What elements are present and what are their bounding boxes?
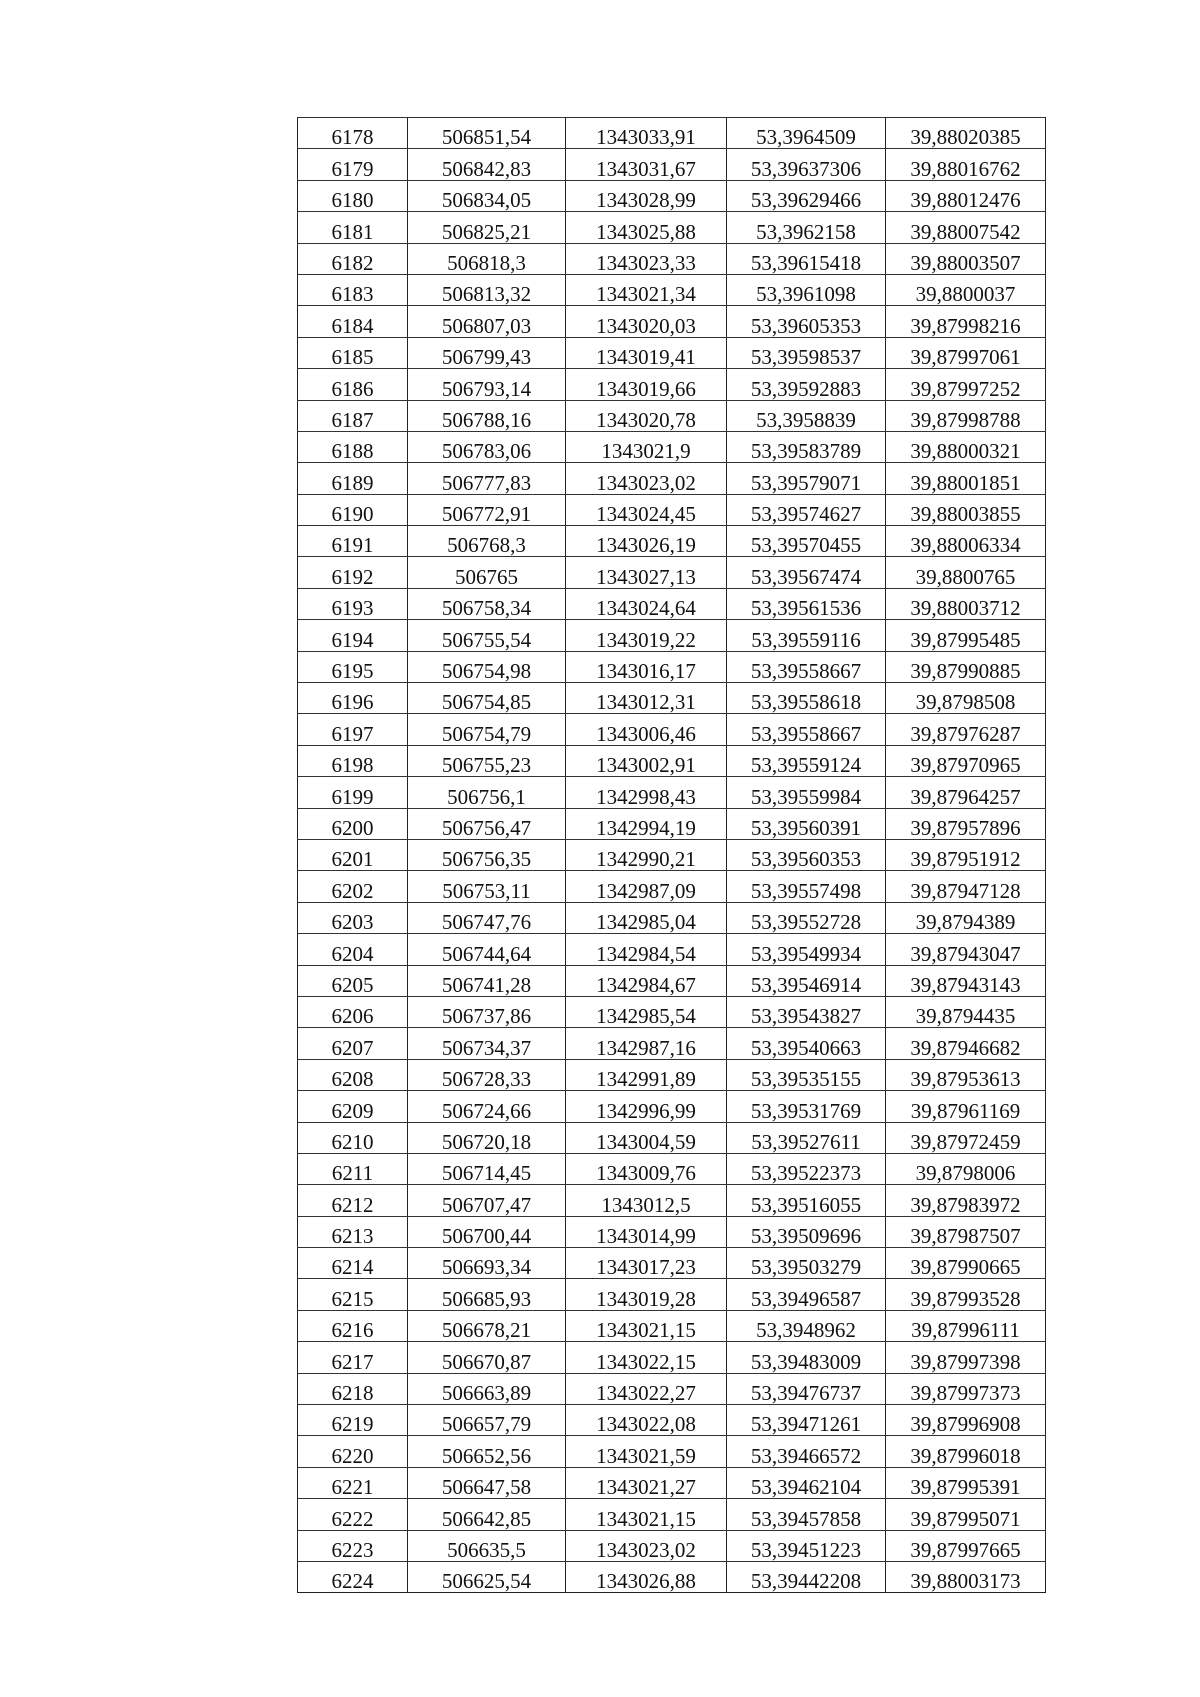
table-row bbox=[298, 934, 1046, 965]
y-coordinate-cell: 1343020,03 bbox=[566, 306, 727, 337]
y-coordinate-cell: 1343033,91 bbox=[566, 118, 727, 149]
table-row bbox=[298, 1467, 1046, 1498]
y-coordinate-cell: 1343022,15 bbox=[566, 1342, 727, 1373]
x-coordinate-cell: 506765 bbox=[408, 557, 566, 588]
y-coordinate-cell: 1343014,99 bbox=[566, 1216, 727, 1247]
longitude-cell: 39,87998216 bbox=[886, 306, 1046, 337]
point-number-cell: 6198 bbox=[298, 745, 408, 776]
longitude-cell: 39,87995391 bbox=[886, 1467, 1046, 1498]
point-number-cell: 6178 bbox=[298, 118, 408, 149]
y-coordinate-cell: 1342985,54 bbox=[566, 996, 727, 1027]
point-number-cell: 6208 bbox=[298, 1059, 408, 1090]
latitude-cell: 53,39629466 bbox=[727, 180, 886, 211]
longitude-cell: 39,87970965 bbox=[886, 745, 1046, 776]
table-row bbox=[298, 1028, 1046, 1059]
table-row bbox=[298, 1279, 1046, 1310]
latitude-cell: 53,39570455 bbox=[727, 526, 886, 557]
x-coordinate-cell: 506799,43 bbox=[408, 337, 566, 368]
x-coordinate-cell: 506724,66 bbox=[408, 1091, 566, 1122]
x-coordinate-cell: 506652,56 bbox=[408, 1436, 566, 1467]
x-coordinate-cell: 506754,98 bbox=[408, 651, 566, 682]
table-row bbox=[298, 777, 1046, 808]
latitude-cell: 53,39442208 bbox=[727, 1561, 886, 1592]
x-coordinate-cell: 506734,37 bbox=[408, 1028, 566, 1059]
y-coordinate-cell: 1342984,67 bbox=[566, 965, 727, 996]
latitude-cell: 53,39531769 bbox=[727, 1091, 886, 1122]
longitude-cell: 39,87995071 bbox=[886, 1499, 1046, 1530]
table-row bbox=[298, 651, 1046, 682]
y-coordinate-cell: 1343009,76 bbox=[566, 1153, 727, 1184]
longitude-cell: 39,8794435 bbox=[886, 996, 1046, 1027]
x-coordinate-cell: 506758,34 bbox=[408, 588, 566, 619]
x-coordinate-cell: 506793,14 bbox=[408, 369, 566, 400]
longitude-cell: 39,87997665 bbox=[886, 1530, 1046, 1561]
x-coordinate-cell: 506756,1 bbox=[408, 777, 566, 808]
point-number-cell: 6181 bbox=[298, 212, 408, 243]
point-number-cell: 6196 bbox=[298, 683, 408, 714]
longitude-cell: 39,88003712 bbox=[886, 588, 1046, 619]
y-coordinate-cell: 1342987,09 bbox=[566, 871, 727, 902]
point-number-cell: 6209 bbox=[298, 1091, 408, 1122]
latitude-cell: 53,39476737 bbox=[727, 1373, 886, 1404]
y-coordinate-cell: 1343027,13 bbox=[566, 557, 727, 588]
y-coordinate-cell: 1342998,43 bbox=[566, 777, 727, 808]
table-row bbox=[298, 463, 1046, 494]
x-coordinate-cell: 506842,83 bbox=[408, 149, 566, 180]
table-row bbox=[298, 1248, 1046, 1279]
latitude-cell: 53,39558667 bbox=[727, 714, 886, 745]
table-row bbox=[298, 871, 1046, 902]
x-coordinate-cell: 506756,47 bbox=[408, 808, 566, 839]
point-number-cell: 6200 bbox=[298, 808, 408, 839]
x-coordinate-cell: 506788,16 bbox=[408, 400, 566, 431]
x-coordinate-cell: 506756,35 bbox=[408, 839, 566, 870]
y-coordinate-cell: 1343031,67 bbox=[566, 149, 727, 180]
latitude-cell: 53,39561536 bbox=[727, 588, 886, 619]
point-number-cell: 6223 bbox=[298, 1530, 408, 1561]
longitude-cell: 39,88001851 bbox=[886, 463, 1046, 494]
latitude-cell: 53,39605353 bbox=[727, 306, 886, 337]
table-row bbox=[298, 1405, 1046, 1436]
longitude-cell: 39,87997252 bbox=[886, 369, 1046, 400]
x-coordinate-cell: 506693,34 bbox=[408, 1248, 566, 1279]
y-coordinate-cell: 1343026,19 bbox=[566, 526, 727, 557]
coordinates-table bbox=[297, 117, 1046, 1593]
table-row bbox=[298, 1373, 1046, 1404]
point-number-cell: 6187 bbox=[298, 400, 408, 431]
point-number-cell: 6213 bbox=[298, 1216, 408, 1247]
latitude-cell: 53,39509696 bbox=[727, 1216, 886, 1247]
y-coordinate-cell: 1342991,89 bbox=[566, 1059, 727, 1090]
latitude-cell: 53,39559984 bbox=[727, 777, 886, 808]
longitude-cell: 39,87997398 bbox=[886, 1342, 1046, 1373]
table-row bbox=[298, 745, 1046, 776]
latitude-cell: 53,39637306 bbox=[727, 149, 886, 180]
x-coordinate-cell: 506753,11 bbox=[408, 871, 566, 902]
y-coordinate-cell: 1343017,23 bbox=[566, 1248, 727, 1279]
latitude-cell: 53,39557498 bbox=[727, 871, 886, 902]
table-row bbox=[298, 714, 1046, 745]
point-number-cell: 6185 bbox=[298, 337, 408, 368]
x-coordinate-cell: 506777,83 bbox=[408, 463, 566, 494]
latitude-cell: 53,39527611 bbox=[727, 1122, 886, 1153]
y-coordinate-cell: 1343023,33 bbox=[566, 243, 727, 274]
longitude-cell: 39,87943143 bbox=[886, 965, 1046, 996]
x-coordinate-cell: 506707,47 bbox=[408, 1185, 566, 1216]
longitude-cell: 39,88016762 bbox=[886, 149, 1046, 180]
longitude-cell: 39,8798006 bbox=[886, 1153, 1046, 1184]
table-row bbox=[298, 180, 1046, 211]
table-row bbox=[298, 557, 1046, 588]
table-row bbox=[298, 1185, 1046, 1216]
y-coordinate-cell: 1343024,64 bbox=[566, 588, 727, 619]
point-number-cell: 6197 bbox=[298, 714, 408, 745]
table-row bbox=[298, 1561, 1046, 1592]
longitude-cell: 39,87990885 bbox=[886, 651, 1046, 682]
y-coordinate-cell: 1343019,66 bbox=[566, 369, 727, 400]
table-row bbox=[298, 526, 1046, 557]
x-coordinate-cell: 506768,3 bbox=[408, 526, 566, 557]
point-number-cell: 6212 bbox=[298, 1185, 408, 1216]
point-number-cell: 6191 bbox=[298, 526, 408, 557]
longitude-cell: 39,87997373 bbox=[886, 1373, 1046, 1404]
longitude-cell: 39,87953613 bbox=[886, 1059, 1046, 1090]
y-coordinate-cell: 1343028,99 bbox=[566, 180, 727, 211]
x-coordinate-cell: 506728,33 bbox=[408, 1059, 566, 1090]
latitude-cell: 53,39559116 bbox=[727, 620, 886, 651]
table-row bbox=[298, 965, 1046, 996]
x-coordinate-cell: 506744,64 bbox=[408, 934, 566, 965]
longitude-cell: 39,87996111 bbox=[886, 1310, 1046, 1341]
table-row bbox=[298, 839, 1046, 870]
latitude-cell: 53,39560391 bbox=[727, 808, 886, 839]
table-row bbox=[298, 996, 1046, 1027]
y-coordinate-cell: 1342996,99 bbox=[566, 1091, 727, 1122]
longitude-cell: 39,87983972 bbox=[886, 1185, 1046, 1216]
point-number-cell: 6193 bbox=[298, 588, 408, 619]
y-coordinate-cell: 1343019,28 bbox=[566, 1279, 727, 1310]
latitude-cell: 53,39560353 bbox=[727, 839, 886, 870]
point-number-cell: 6202 bbox=[298, 871, 408, 902]
point-number-cell: 6219 bbox=[298, 1405, 408, 1436]
x-coordinate-cell: 506818,3 bbox=[408, 243, 566, 274]
point-number-cell: 6190 bbox=[298, 494, 408, 525]
table-row bbox=[298, 1059, 1046, 1090]
table-row bbox=[298, 400, 1046, 431]
table-row bbox=[298, 306, 1046, 337]
x-coordinate-cell: 506807,03 bbox=[408, 306, 566, 337]
point-number-cell: 6207 bbox=[298, 1028, 408, 1059]
longitude-cell: 39,88003855 bbox=[886, 494, 1046, 525]
latitude-cell: 53,39558618 bbox=[727, 683, 886, 714]
y-coordinate-cell: 1343016,17 bbox=[566, 651, 727, 682]
y-coordinate-cell: 1343004,59 bbox=[566, 1122, 727, 1153]
longitude-cell: 39,88003173 bbox=[886, 1561, 1046, 1592]
x-coordinate-cell: 506642,85 bbox=[408, 1499, 566, 1530]
y-coordinate-cell: 1343020,78 bbox=[566, 400, 727, 431]
longitude-cell: 39,8798508 bbox=[886, 683, 1046, 714]
latitude-cell: 53,39496587 bbox=[727, 1279, 886, 1310]
point-number-cell: 6199 bbox=[298, 777, 408, 808]
latitude-cell: 53,39462104 bbox=[727, 1467, 886, 1498]
point-number-cell: 6206 bbox=[298, 996, 408, 1027]
point-number-cell: 6179 bbox=[298, 149, 408, 180]
point-number-cell: 6189 bbox=[298, 463, 408, 494]
longitude-cell: 39,87990665 bbox=[886, 1248, 1046, 1279]
table-row bbox=[298, 1436, 1046, 1467]
x-coordinate-cell: 506754,79 bbox=[408, 714, 566, 745]
latitude-cell: 53,39574627 bbox=[727, 494, 886, 525]
longitude-cell: 39,87987507 bbox=[886, 1216, 1046, 1247]
point-number-cell: 6183 bbox=[298, 274, 408, 305]
longitude-cell: 39,87946682 bbox=[886, 1028, 1046, 1059]
point-number-cell: 6184 bbox=[298, 306, 408, 337]
latitude-cell: 53,39552728 bbox=[727, 902, 886, 933]
x-coordinate-cell: 506755,23 bbox=[408, 745, 566, 776]
longitude-cell: 39,87976287 bbox=[886, 714, 1046, 745]
table-row bbox=[298, 1153, 1046, 1184]
y-coordinate-cell: 1343023,02 bbox=[566, 1530, 727, 1561]
point-number-cell: 6221 bbox=[298, 1467, 408, 1498]
table-row bbox=[298, 212, 1046, 243]
latitude-cell: 53,39579071 bbox=[727, 463, 886, 494]
x-coordinate-cell: 506714,45 bbox=[408, 1153, 566, 1184]
longitude-cell: 39,8794389 bbox=[886, 902, 1046, 933]
x-coordinate-cell: 506737,86 bbox=[408, 996, 566, 1027]
latitude-cell: 53,3948962 bbox=[727, 1310, 886, 1341]
y-coordinate-cell: 1343012,5 bbox=[566, 1185, 727, 1216]
latitude-cell: 53,39546914 bbox=[727, 965, 886, 996]
point-number-cell: 6222 bbox=[298, 1499, 408, 1530]
point-number-cell: 6205 bbox=[298, 965, 408, 996]
table-row bbox=[298, 1499, 1046, 1530]
longitude-cell: 39,87957896 bbox=[886, 808, 1046, 839]
y-coordinate-cell: 1343025,88 bbox=[566, 212, 727, 243]
point-number-cell: 6186 bbox=[298, 369, 408, 400]
x-coordinate-cell: 506657,79 bbox=[408, 1405, 566, 1436]
y-coordinate-cell: 1342987,16 bbox=[566, 1028, 727, 1059]
y-coordinate-cell: 1343026,88 bbox=[566, 1561, 727, 1592]
longitude-cell: 39,88007542 bbox=[886, 212, 1046, 243]
latitude-cell: 53,39592883 bbox=[727, 369, 886, 400]
latitude-cell: 53,39522373 bbox=[727, 1153, 886, 1184]
table-row bbox=[298, 1122, 1046, 1153]
point-number-cell: 6194 bbox=[298, 620, 408, 651]
point-number-cell: 6201 bbox=[298, 839, 408, 870]
latitude-cell: 53,39558667 bbox=[727, 651, 886, 682]
latitude-cell: 53,3958839 bbox=[727, 400, 886, 431]
longitude-cell: 39,87972459 bbox=[886, 1122, 1046, 1153]
x-coordinate-cell: 506678,21 bbox=[408, 1310, 566, 1341]
longitude-cell: 39,88003507 bbox=[886, 243, 1046, 274]
y-coordinate-cell: 1343002,91 bbox=[566, 745, 727, 776]
table-row bbox=[298, 243, 1046, 274]
table-row bbox=[298, 1216, 1046, 1247]
latitude-cell: 53,39598537 bbox=[727, 337, 886, 368]
latitude-cell: 53,39451223 bbox=[727, 1530, 886, 1561]
y-coordinate-cell: 1343021,15 bbox=[566, 1310, 727, 1341]
point-number-cell: 6192 bbox=[298, 557, 408, 588]
x-coordinate-cell: 506754,85 bbox=[408, 683, 566, 714]
table-row bbox=[298, 494, 1046, 525]
latitude-cell: 53,39471261 bbox=[727, 1405, 886, 1436]
latitude-cell: 53,39535155 bbox=[727, 1059, 886, 1090]
y-coordinate-cell: 1343022,27 bbox=[566, 1373, 727, 1404]
point-number-cell: 6218 bbox=[298, 1373, 408, 1404]
longitude-cell: 39,8800037 bbox=[886, 274, 1046, 305]
longitude-cell: 39,87996018 bbox=[886, 1436, 1046, 1467]
y-coordinate-cell: 1343021,34 bbox=[566, 274, 727, 305]
y-coordinate-cell: 1343021,9 bbox=[566, 431, 727, 462]
x-coordinate-cell: 506747,76 bbox=[408, 902, 566, 933]
x-coordinate-cell: 506772,91 bbox=[408, 494, 566, 525]
y-coordinate-cell: 1343012,31 bbox=[566, 683, 727, 714]
coordinates-table-body bbox=[298, 118, 1046, 1593]
x-coordinate-cell: 506834,05 bbox=[408, 180, 566, 211]
table-row bbox=[298, 620, 1046, 651]
latitude-cell: 53,39543827 bbox=[727, 996, 886, 1027]
longitude-cell: 39,87993528 bbox=[886, 1279, 1046, 1310]
longitude-cell: 39,87996908 bbox=[886, 1405, 1046, 1436]
table-row bbox=[298, 588, 1046, 619]
y-coordinate-cell: 1342985,04 bbox=[566, 902, 727, 933]
x-coordinate-cell: 506625,54 bbox=[408, 1561, 566, 1592]
latitude-cell: 53,39549934 bbox=[727, 934, 886, 965]
y-coordinate-cell: 1343021,15 bbox=[566, 1499, 727, 1530]
longitude-cell: 39,87943047 bbox=[886, 934, 1046, 965]
x-coordinate-cell: 506647,58 bbox=[408, 1467, 566, 1498]
longitude-cell: 39,87947128 bbox=[886, 871, 1046, 902]
longitude-cell: 39,88012476 bbox=[886, 180, 1046, 211]
x-coordinate-cell: 506755,54 bbox=[408, 620, 566, 651]
table-row bbox=[298, 149, 1046, 180]
longitude-cell: 39,88000321 bbox=[886, 431, 1046, 462]
point-number-cell: 6210 bbox=[298, 1122, 408, 1153]
table-row bbox=[298, 1091, 1046, 1122]
longitude-cell: 39,87997061 bbox=[886, 337, 1046, 368]
latitude-cell: 53,39615418 bbox=[727, 243, 886, 274]
x-coordinate-cell: 506813,32 bbox=[408, 274, 566, 305]
point-number-cell: 6216 bbox=[298, 1310, 408, 1341]
table-row bbox=[298, 808, 1046, 839]
y-coordinate-cell: 1342984,54 bbox=[566, 934, 727, 965]
point-number-cell: 6211 bbox=[298, 1153, 408, 1184]
x-coordinate-cell: 506851,54 bbox=[408, 118, 566, 149]
x-coordinate-cell: 506720,18 bbox=[408, 1122, 566, 1153]
point-number-cell: 6217 bbox=[298, 1342, 408, 1373]
longitude-cell: 39,87998788 bbox=[886, 400, 1046, 431]
y-coordinate-cell: 1343019,41 bbox=[566, 337, 727, 368]
y-coordinate-cell: 1343023,02 bbox=[566, 463, 727, 494]
table-row bbox=[298, 683, 1046, 714]
latitude-cell: 53,39457858 bbox=[727, 1499, 886, 1530]
table-row bbox=[298, 274, 1046, 305]
longitude-cell: 39,88020385 bbox=[886, 118, 1046, 149]
x-coordinate-cell: 506663,89 bbox=[408, 1373, 566, 1404]
x-coordinate-cell: 506635,5 bbox=[408, 1530, 566, 1561]
latitude-cell: 53,39583789 bbox=[727, 431, 886, 462]
x-coordinate-cell: 506783,06 bbox=[408, 431, 566, 462]
x-coordinate-cell: 506670,87 bbox=[408, 1342, 566, 1373]
point-number-cell: 6220 bbox=[298, 1436, 408, 1467]
y-coordinate-cell: 1343006,46 bbox=[566, 714, 727, 745]
latitude-cell: 53,39483009 bbox=[727, 1342, 886, 1373]
x-coordinate-cell: 506685,93 bbox=[408, 1279, 566, 1310]
x-coordinate-cell: 506741,28 bbox=[408, 965, 566, 996]
y-coordinate-cell: 1342990,21 bbox=[566, 839, 727, 870]
point-number-cell: 6203 bbox=[298, 902, 408, 933]
latitude-cell: 53,39567474 bbox=[727, 557, 886, 588]
y-coordinate-cell: 1343021,59 bbox=[566, 1436, 727, 1467]
latitude-cell: 53,39516055 bbox=[727, 1185, 886, 1216]
y-coordinate-cell: 1343021,27 bbox=[566, 1467, 727, 1498]
longitude-cell: 39,8800765 bbox=[886, 557, 1046, 588]
point-number-cell: 6182 bbox=[298, 243, 408, 274]
latitude-cell: 53,39540663 bbox=[727, 1028, 886, 1059]
table-row bbox=[298, 118, 1046, 149]
longitude-cell: 39,87951912 bbox=[886, 839, 1046, 870]
latitude-cell: 53,39503279 bbox=[727, 1248, 886, 1279]
table-row bbox=[298, 1310, 1046, 1341]
point-number-cell: 6195 bbox=[298, 651, 408, 682]
point-number-cell: 6224 bbox=[298, 1561, 408, 1592]
x-coordinate-cell: 506825,21 bbox=[408, 212, 566, 243]
point-number-cell: 6204 bbox=[298, 934, 408, 965]
point-number-cell: 6180 bbox=[298, 180, 408, 211]
latitude-cell: 53,3962158 bbox=[727, 212, 886, 243]
table-row bbox=[298, 902, 1046, 933]
table-row bbox=[298, 1342, 1046, 1373]
latitude-cell: 53,3964509 bbox=[727, 118, 886, 149]
point-number-cell: 6214 bbox=[298, 1248, 408, 1279]
point-number-cell: 6215 bbox=[298, 1279, 408, 1310]
longitude-cell: 39,87961169 bbox=[886, 1091, 1046, 1122]
table-row bbox=[298, 1530, 1046, 1561]
y-coordinate-cell: 1342994,19 bbox=[566, 808, 727, 839]
latitude-cell: 53,39559124 bbox=[727, 745, 886, 776]
y-coordinate-cell: 1343024,45 bbox=[566, 494, 727, 525]
latitude-cell: 53,39466572 bbox=[727, 1436, 886, 1467]
longitude-cell: 39,87964257 bbox=[886, 777, 1046, 808]
point-number-cell: 6188 bbox=[298, 431, 408, 462]
longitude-cell: 39,87995485 bbox=[886, 620, 1046, 651]
longitude-cell: 39,88006334 bbox=[886, 526, 1046, 557]
latitude-cell: 53,3961098 bbox=[727, 274, 886, 305]
x-coordinate-cell: 506700,44 bbox=[408, 1216, 566, 1247]
y-coordinate-cell: 1343019,22 bbox=[566, 620, 727, 651]
table-row bbox=[298, 431, 1046, 462]
y-coordinate-cell: 1343022,08 bbox=[566, 1405, 727, 1436]
table-row bbox=[298, 369, 1046, 400]
table-row bbox=[298, 337, 1046, 368]
